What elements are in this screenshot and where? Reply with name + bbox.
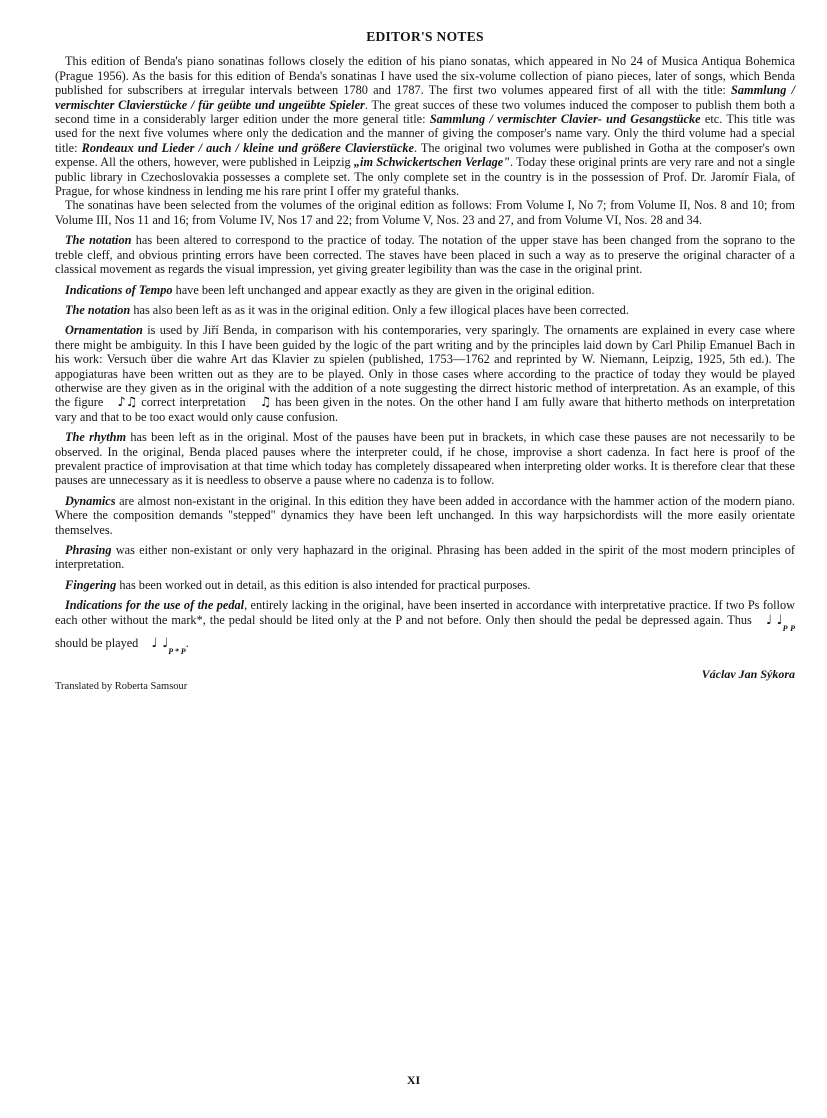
intro-text-1: This edition of Benda's piano sonatinas follows closely the edition of his piano sonatas, which appeared in No 24 of Musica Antiqua Bohemica (Prague 1956). As the basis for this edition of Benda's sonatinas I have used the six-volume collection of piano pieces, later of songs, which Benda published for subscribers at irregular intervals between 1780 and 1787. The first two volumes appeared first of all with the title:	[55, 54, 795, 98]
rhythm-heading: The rhythm	[65, 430, 127, 445]
notation-heading: The notation	[65, 233, 132, 248]
paragraph-phrasing	[55, 543, 795, 572]
page-title: EDITOR'S NOTES	[366, 29, 484, 44]
notation-text: has been altered to correspond to the practice of today. The notation of the upper stave has been changed from the soprano to the treble cleff, and obvious printing errors have been corrected. The staves have been placed in such a way as to preserve the original character of a classical movement as regards the visual impression, yet giving greater legibility than was the case in the original print.	[55, 233, 795, 277]
paragraph-rhythm	[55, 430, 795, 488]
intro-title-2: Sammlung / vermischter Clavier- und Gesangstücke	[429, 112, 701, 127]
intro-text-2: . The great succes of these two volumes induced the composer to publish them both a second time in a considerably larger edition under the more general title:	[55, 97, 795, 127]
intro-title-3: Rondeaux und Lieder / auch / kleine und größere Clavierstücke	[81, 140, 414, 155]
paragraph-selection: The sonatinas have been selected from the volumes of the original edition as follows: From Volume I, No 7; from Volume II, Nos. 8 and 10; from Volume III, Nos 11 and 16; from Volume IV, Nos 17 and 22; from Volume V, Nos. 23 and 27, and from Volume VI, Nos. 28 and 34.	[55, 198, 795, 227]
paragraph-ornamentation	[55, 323, 795, 424]
tempo-heading: Indications of Tempo	[65, 282, 173, 297]
pedal-text-1: , entirely lacking in the original, have been inserted in accordance with interpretative practice. If two Ps follow each other without the mark*, the pedal should be lited only at the P and not before. Only then should the pedal be depressed again. Thus	[55, 598, 795, 627]
dynamics-text: are almost non-existant in the original. In this edition they have been added in accordance with the hammer action of the modern piano. Where the composition demands "stepped" dynamics they have been left unchanged. In this way harpsichordists will the more easily orientate themselves.	[55, 493, 795, 537]
music-played-notes-icon: ♩ ♩	[151, 636, 169, 652]
notation-2-text: has also been left as as it was in the original edition. Only a few illogical places have been corrected.	[130, 302, 629, 317]
pedal-marks-thus: P P	[782, 623, 795, 633]
dynamics-heading: Dynamics	[65, 493, 116, 508]
ornamentation-text-1: is used by Jiří Benda, in comparison with his contemporaries, very sparingly. The ornaments are explained in every case where there might be ambiguity. In this I have been guided by the logic of the part writing and by the principles laid down by Carl Philip Emanuel Bach in his work: Versuch über die wahre Art das Klavier zu spielen (published, 1753—1762 and reprinted by W. Niemann, Leipzig, 1925, 5th ed.). The appogiaturas have been written out as they are to be played. Only in those cases where according to the practice of today they would be played otherwise are they given as in the original with the addition of a note suggesting the dirrect historic method of interpretation. As an example, of this the figure	[55, 323, 795, 410]
paragraph-tempo	[55, 283, 795, 297]
pedal-text-2: should be played	[55, 636, 142, 651]
rhythm-text: has been left as in the original. Most of the pauses have been put in brackets, in which case these pauses are not necessarily to be observed. In the original, Benda placed pauses where the interpreter could, if he chose, improvise a short cadenza. In fact here is proof of the prevalent practice of improvisation at that time which today has completely dissapeared when interpreting older works. It is therefore clear that these pauses are unnecessary as it is needless to observe a pause where no cadenza is to follow.	[55, 430, 795, 488]
paragraph-dynamics	[55, 494, 795, 537]
phrasing-text: was either non-existant or only very haphazard in the original. Phrasing has been added in the spirit of the most modern principles of interpretation.	[55, 543, 795, 572]
paragraph-fingering	[55, 578, 795, 592]
fingering-heading: Fingering	[65, 577, 117, 592]
ornamentation-text-2: correct interpretation	[137, 395, 250, 410]
pedal-text-3: .	[185, 636, 189, 651]
intro-text-3: etc. This title was used for the next five volumes where only the dedication and the manner of giving the composer's name vary. Only the third volume had a special title:	[55, 112, 796, 155]
pedal-heading: Indications for the use of the pedal	[65, 598, 245, 613]
pedal-marks-played: P * P	[168, 647, 186, 657]
ornamentation-text-3: has been given in the notes. On the other hand I am fully aware that hitherto methods on interpretation vary and that to be too exact would only cause confusion.	[55, 395, 795, 424]
music-thus-notes-icon: ♩ ♩	[765, 612, 783, 628]
phrasing-heading: Phrasing	[65, 543, 112, 557]
ornamentation-heading: Ornamentation	[65, 323, 143, 338]
tempo-text: have been left unchanged and appear exactly as they are given in the original edition.	[172, 282, 595, 297]
editors-notes-page	[55, 30, 795, 694]
translator-credit: Translated by Roberta Samsour	[55, 680, 188, 692]
paragraph-notation-2	[55, 303, 795, 317]
fingering-text: has been worked out in detail, as this edition is also intended for practical purposes.	[116, 577, 531, 592]
paragraph-intro	[55, 54, 795, 198]
music-interpretation-icon: ♫	[259, 395, 272, 411]
paragraph-pedal	[55, 598, 795, 659]
intro-text-5: . Today these original prints are very rare and not a single public library in Czechoslovakia possesses a complete set. The only complete set in the country is in the possession of Prof. Dr. Jaromír Fiala, of Prague, for whose kindness in lending me his rare print I offer my grateful thanks.	[55, 155, 796, 199]
intro-publisher: „im Schwickertschen Verlage"	[353, 155, 511, 170]
notation-2-heading: The notation	[65, 302, 131, 317]
music-figure-icon: ♪♫	[117, 395, 138, 411]
intro-title-1: Sammlung / vermischter Clavierstücke / für geübte und ungeübte Spieler	[55, 83, 796, 112]
intro-text-4: . The original two volumes were published in Gotha at the composer's own expense. All the others, however, were published in Leipzig	[55, 140, 795, 170]
paragraph-notation	[55, 233, 795, 276]
page-number: XI	[406, 1073, 421, 1087]
editor-signature: Václav Jan Sýkora	[701, 667, 795, 682]
